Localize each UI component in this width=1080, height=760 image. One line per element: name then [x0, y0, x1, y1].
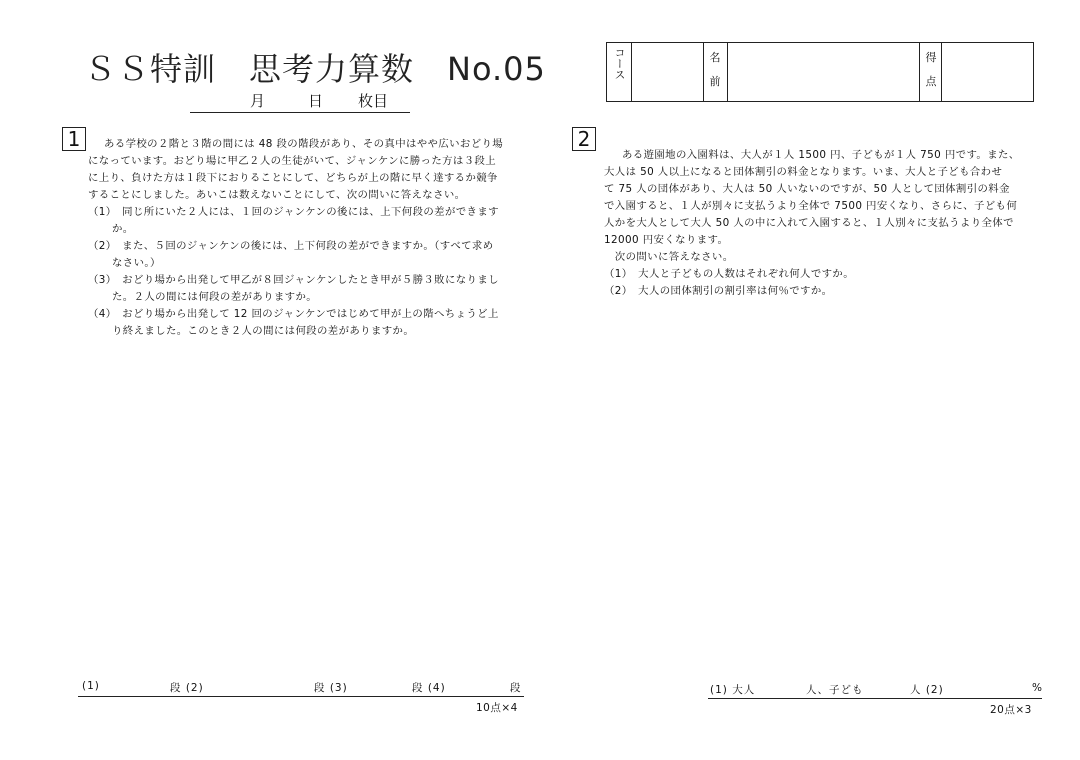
date-month-label: 月	[250, 92, 266, 110]
problem-2-line: （1） 大人と子どもの人数はそれぞれ何人ですか。	[604, 268, 854, 280]
student-info-table	[606, 42, 1034, 102]
problem-2-number: 2	[572, 127, 596, 151]
answer-2-unit-1: 人、子ども	[806, 684, 864, 696]
answer-1-q1-label: (1)	[82, 680, 100, 692]
answer-2-q1-label: (1) 大人	[710, 684, 756, 696]
problem-2-text	[604, 147, 1020, 300]
answer-1-unit-2: 段 (3)	[314, 682, 348, 694]
date-sheet-label: 枚目	[358, 92, 389, 110]
course-field[interactable]	[633, 43, 703, 101]
problem-2-line: （2） 大人の団体割引の割引率は何％ですか。	[604, 285, 833, 297]
answer-1-unit-3: 段 (4)	[412, 682, 446, 694]
problem-1-line: り終えました。このとき２人の間には何段の差がありますか。	[112, 325, 415, 337]
problem-1-line: た。２人の間には何段の差がありますか。	[112, 291, 318, 303]
answer-1-unit-4: 段	[510, 682, 522, 694]
problem-1-answer-line[interactable]	[78, 680, 524, 697]
problem-2-line: 12000 円安くなります。	[604, 234, 729, 246]
problem-1-number: 1	[62, 127, 86, 151]
problem-1-line: することにしました。あいこは数えないことにして、次の問いに答えなさい。	[88, 189, 466, 201]
problem-1-text	[88, 136, 504, 340]
problem-1-line: （1） 同じ所にいた２人には、１回のジャンケンの後には、上下何段の差ができます	[88, 206, 499, 218]
problem-2-line: ある遊園地の入園料は、大人が１人 1500 円、子どもが１人 750 円です。また、	[622, 149, 1020, 161]
score-label-bottom: 点	[925, 75, 937, 88]
name-field[interactable]	[729, 43, 919, 101]
problem-2-line: て 75 人の団体があり、大人は 50 人いないのですが、50 人として団体割引の料金	[604, 183, 1010, 195]
problem-2-line: で入園すると、１人が別々に支払うより全体で 7500 円安くなり、さらに、子ども何	[604, 200, 1018, 212]
problem-2-answer-line[interactable]	[708, 682, 1042, 699]
problem-1-line: （4） おどり場から出発して 12 回のジャンケンではじめて甲が上の階へちょうど上	[88, 308, 499, 320]
problem-2-points: 20点×3	[990, 704, 1032, 716]
problem-1-line: か。	[112, 223, 134, 235]
answer-2-unit-2: 人 (2)	[910, 684, 944, 696]
name-label-top: 名	[709, 51, 721, 64]
problem-1-line: なさい。）	[112, 257, 161, 269]
answer-1-unit-1: 段 (2)	[170, 682, 204, 694]
problem-1-line: ある学校の２階と３階の間には 48 段の階段があり、その真中はやや広いおどり場	[104, 138, 504, 150]
score-field[interactable]	[943, 43, 1031, 101]
problem-1-line: （2） また、５回のジャンケンの後には、上下何段の差ができますか。（すべて求め	[88, 240, 494, 252]
problem-2-line: 人かを大人として大人 50 人の中に入れて入園すると、１人別々に支払うより全体で	[604, 217, 1014, 229]
worksheet-title: ＳＳ特訓 思考力算数 No.05	[84, 50, 546, 88]
course-label: コース	[613, 47, 626, 80]
score-label-top: 得	[925, 51, 937, 64]
name-label-bottom: 前	[709, 75, 721, 88]
problem-2-line: 次の問いに答えなさい。	[604, 251, 734, 263]
date-line	[190, 90, 410, 113]
problem-2-line: 大人は 50 人以上になると団体割引の料金となります。いま、大人と子ども合わせ	[604, 166, 1003, 178]
problem-1-points: 10点×4	[476, 702, 518, 714]
date-day-label: 日	[308, 92, 324, 110]
answer-2-unit-3: %	[1032, 682, 1043, 694]
problem-1-line: （3） おどり場から出発して甲乙が８回ジャンケンしたとき甲が５勝３敗になりまし	[88, 274, 499, 286]
problem-1-line: になっています。おどり場に甲乙２人の生徒がいて、ジャンケンに勝った方は３段上	[88, 155, 497, 167]
problem-1-line: に上り、負けた方は１段下におりることにして、どちらが上の階に早く達するか競争	[88, 172, 498, 184]
